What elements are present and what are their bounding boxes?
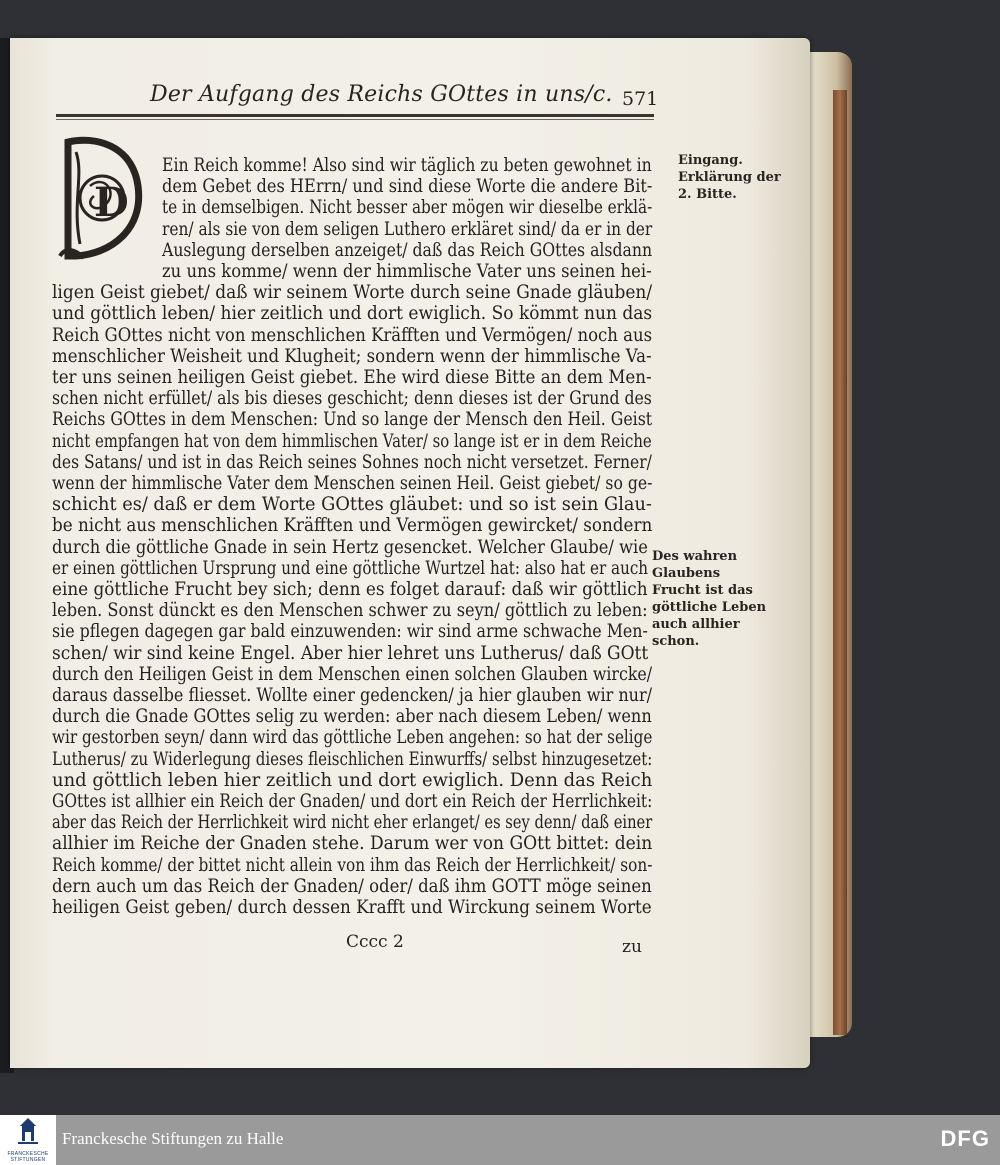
institution-name[interactable]: Franckesche Stiftungen zu Halle	[62, 1129, 284, 1148]
text-line: menschlicher Weisheit und Klugheit; sondern wenn der himmlische Va-	[52, 345, 652, 367]
text-line: dem Gebet des HErrn/ und sind diese Worte die andere Bit-	[162, 176, 653, 198]
text-line: aber das Reich der Herrlichkeit wird nicht eher erlanget/ es sey denn/ daß einer	[52, 812, 653, 834]
building-icon	[0, 1115, 56, 1151]
text-line: Reich GOttes nicht von menschlichen Kräfften und Vermögen/ noch aus	[52, 324, 653, 346]
text-line: wir gestorben seyn/ dann wird das göttliche Leben angehen: so hat der selige	[52, 727, 653, 749]
page-number: 571	[622, 88, 659, 110]
institution-logo[interactable]	[0, 1115, 56, 1165]
text-line: dern auch um das Reich der Gnaden/ oder/ daß ihm GOTT möge seinen	[52, 875, 652, 897]
text-line: wenn der himmlische Vater dem Menschen seinen Heil. Geist giebet/ so ge-	[52, 473, 653, 494]
header-rule-thin	[56, 119, 654, 120]
text-line: schen nicht erfüllet/ als bis dieses geschicht; denn dieses ist der Grund des	[52, 388, 652, 410]
logo-caption: FRANCKESCHE STIFTUNGEN	[7, 1151, 49, 1163]
text-line: sie pflegen dagegen gar bald einzuwenden: wir sind arme schwache Men-	[52, 621, 648, 643]
text-line: ter uns seinen heiligen Geist giebet. Ehe wird diese Bitte an dem Men-	[52, 367, 652, 388]
text-line: te in demselbigen. Nicht besser aber mögen wir dieselbe erklä-	[162, 197, 653, 219]
text-line: leben. Sonst dünckt es den Menschen schwer zu seyn/ göttlich zu leben:	[52, 600, 648, 622]
text-line: und göttlich leben hier zeitlich und dort ewiglich. Denn das Reich	[52, 769, 653, 791]
text-line: Reichs GOttes in dem Menschen: Und so lange der Mensch den Heil. Geist	[52, 409, 653, 431]
margin-note: Eingang. Erklärung der 2. Bitte.	[678, 153, 781, 202]
initial-letter: D	[94, 179, 129, 226]
text-line: daraus dasselbe fliesset. Wollte einer gedencken/ ja hier glauben wir nur/	[52, 685, 653, 706]
text-line: heiligen Geist geben/ durch dessen Krafft und Wirckung seinem Worte	[52, 897, 652, 918]
decorated-initial	[54, 134, 146, 262]
running-header: Der Aufgang des Reichs GOttes in uns/c.	[150, 82, 613, 107]
text-line: er einen göttlichen Ursprung und eine göttliche Wurtzel hat: also hat er auch	[52, 557, 649, 579]
text-line: Ein Reich komme! Also sind wir täglich zu beten gewohnet in	[162, 155, 652, 176]
margin-note: Des wahren Glaubens Frucht ist das göttliche Leben auch allhier schon.	[652, 549, 767, 649]
catchword: zu	[622, 937, 642, 957]
text-line: GOttes ist allhier ein Reich der Gnaden/ und dort ein Reich der Herrlichkeit:	[52, 791, 653, 812]
text-line: eine göttliche Frucht bey sich; denn es folget darauf: daß wir göttlich	[52, 579, 648, 600]
book-cover-edge	[833, 90, 847, 1035]
text-line: Lutherus/ zu Widerlegung dieses fleischlichen Einwurffs/ selbst hinzugesetzet:	[52, 748, 653, 770]
text-line: durch den Heiligen Geist in dem Menschen einen solchen Glauben wircke/	[52, 663, 653, 685]
text-line: ren/ als sie von dem seligen Luthero erkläret sind/ da er in der	[162, 218, 653, 240]
text-line: Auslegung derselben anzeiget/ daß das Reich GOttes alsdann	[162, 239, 653, 261]
dfg-logo[interactable]: DFG	[940, 1126, 990, 1151]
text-line: schicht es/ daß er dem Worte GOttes gläubet: und so ist sein Glau-	[52, 494, 652, 516]
text-line: des Satans/ und ist in das Reich seines Sohnes noch nicht versetzet. Ferner/	[52, 451, 652, 473]
text-line: durch die göttliche Gnade in sein Hertz gesencket. Welcher Glaube/ wie	[52, 536, 648, 558]
signature-mark: Cccc 2	[346, 932, 404, 952]
text-line: ligen Geist giebet/ daß wir seinem Worte durch seine Gnade gläuben/	[52, 282, 653, 304]
text-line: be nicht aus menschlichen Kräfften und Vermögen gewircket/ sondern	[52, 515, 653, 537]
text-line: schen/ wir sind keine Engel. Aber hier lehret uns Lutherus/ daß GOtt	[52, 642, 649, 664]
text-line: und göttlich leben/ hier zeitlich und dort ewiglich. So kömmt nun das	[52, 303, 653, 325]
header-rule	[56, 114, 654, 117]
text-line: allhier im Reiche der Gnaden stehe. Darum wer von GOtt bittet: dein	[52, 833, 653, 855]
text-line: zu uns komme/ wenn der himmlische Vater uns seinen hei-	[162, 261, 652, 282]
footer-bar	[0, 1115, 1000, 1165]
text-line: nicht empfangen hat von dem himmlischen Vater/ so lange ist er in dem Reiche	[52, 430, 652, 452]
text-line: Reich komme/ der bittet nicht allein von ihm das Reich der Herrlichkeit/ son-	[52, 854, 653, 876]
text-line: durch die Gnade GOttes selig zu werden: aber nach diesem Leben/ wenn	[52, 706, 652, 728]
